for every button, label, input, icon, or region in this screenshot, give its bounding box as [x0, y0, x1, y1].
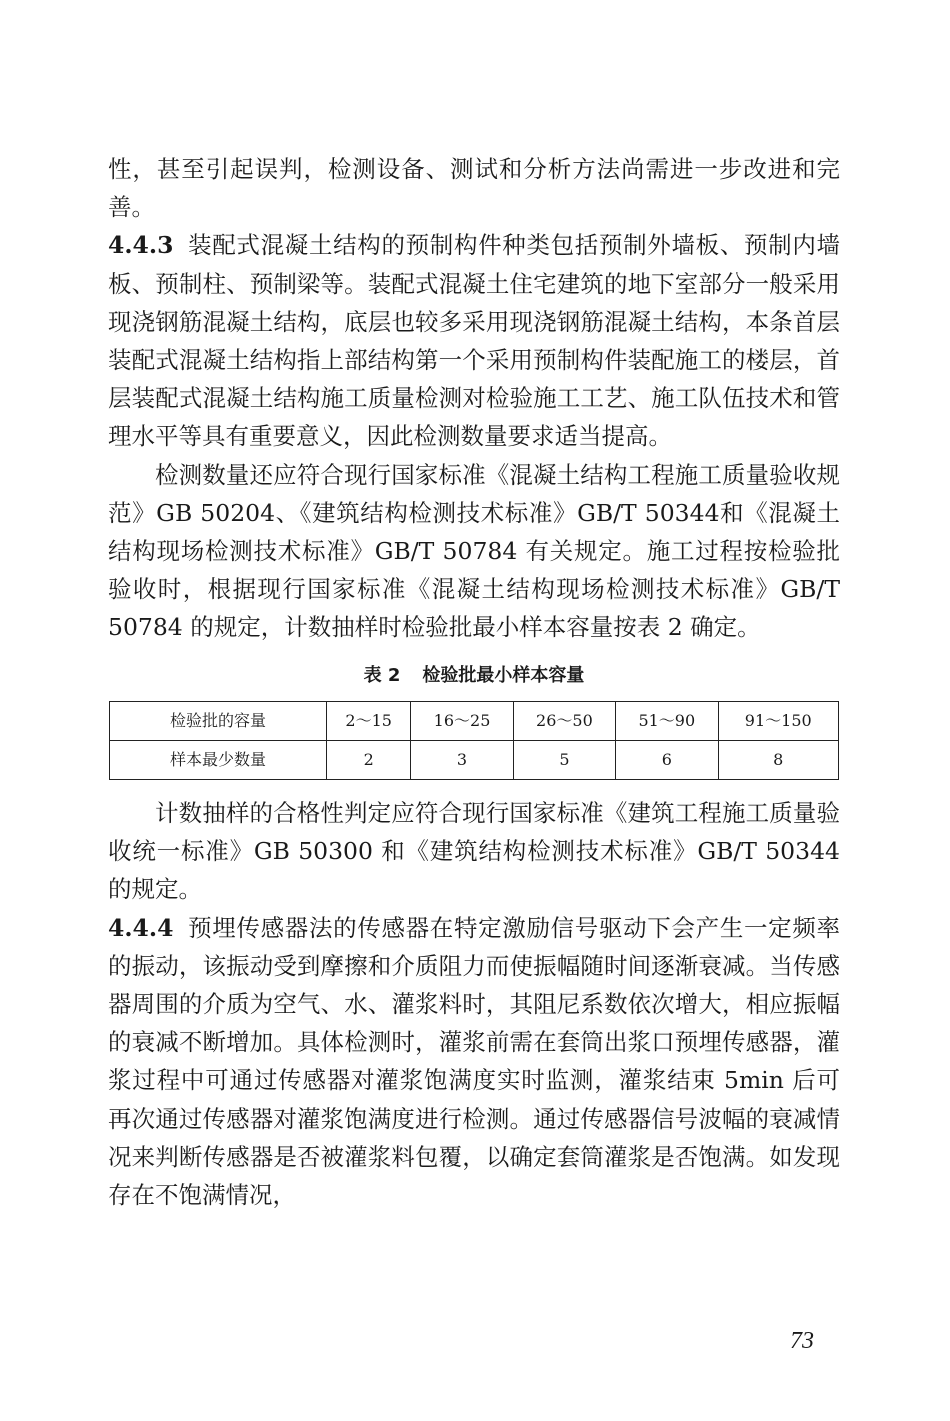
table-cell: 3	[411, 740, 513, 779]
table-row	[110, 740, 839, 779]
section-4-4-3	[108, 226, 840, 455]
table-cell: 26～50	[513, 701, 615, 740]
section-4-4-4	[108, 909, 840, 1215]
body-text	[108, 150, 840, 1214]
table-row	[110, 701, 839, 740]
paragraph-acceptance: 计数抽样的合格性判定应符合现行国家标准《建筑工程施工质量验收统一标准》GB 50300 和《建筑结构检测技术标准》GB/T 50344 的规定。	[108, 799, 840, 904]
paragraph-continued: 性，甚至引起误判，检测设备、测试和分析方法尚需进一步改进和完善。	[108, 155, 840, 222]
table-row-header: 检验批的容量	[110, 701, 327, 740]
table-cell: 8	[718, 740, 839, 779]
table-caption	[108, 661, 840, 691]
table-cell: 2	[327, 740, 411, 779]
section-text: 装配式混凝土结构的预制构件种类包括预制外墙板、预制内墙板、预制柱、预制梁等。装配式混凝土住宅建筑的地下室部分一般采用现浇钢筋混凝土结构，底层也较多采用现浇钢筋混凝土结构，本条首层装配式混凝土结构指上部结构第一个采用预制构件装配施工的楼层，首层装配式混凝土结构施工质量检测对检验施工工艺、施工队伍技术和管理水平等具有重要意义，因此检测数量要求适当提高。	[108, 231, 840, 451]
table-row-header: 样本最少数量	[110, 740, 327, 779]
page-number: 73	[790, 1328, 814, 1354]
table-title: 检验批最小样本容量	[422, 664, 585, 686]
table-cell: 16～25	[411, 701, 513, 740]
table-cell: 91～150	[718, 701, 839, 740]
table-number: 表 2	[363, 664, 401, 686]
sample-size-table	[109, 701, 839, 780]
section-number: 4.4.4	[108, 913, 174, 942]
table-cell: 6	[616, 740, 718, 779]
table-cell: 2～15	[327, 701, 411, 740]
section-text: 预埋传感器法的传感器在特定激励信号驱动下会产生一定频率的振动，该振动受到摩擦和介质阻力而使振幅随时间逐渐衰减。当传感器周围的介质为空气、水、灌浆料时，其阻尼系数依次增大，相应振幅的衰减不断增加。具体检测时，灌浆前需在套筒出浆口预埋传感器，灌浆过程中可通过传感器对灌浆饱满度实时监测，灌浆结束 5min 后可再次通过传感器对灌浆饱满度进行检测。通过传感器信号波幅的衰减情况来判断传感器是否被灌浆料包覆，以确定套筒灌浆是否饱满。如发现存在不饱满情况，	[108, 913, 840, 1210]
section-number: 4.4.3	[108, 231, 174, 260]
paragraph-standards: 检测数量还应符合现行国家标准《混凝土结构工程施工质量验收规范》GB 50204、《建筑结构检测技术标准》GB/T 50344和《混凝土结构现场检测技术标准》GB/T 50784 有关规定。施工过程按检验批验收时，根据现行国家标准《混凝土结构现场检测技术标准》GB/T 50784 的规定，计数抽样时检验批最小样本容量按表 2 确定。	[108, 460, 840, 642]
table-cell: 5	[513, 740, 615, 779]
table-cell: 51～90	[616, 701, 718, 740]
